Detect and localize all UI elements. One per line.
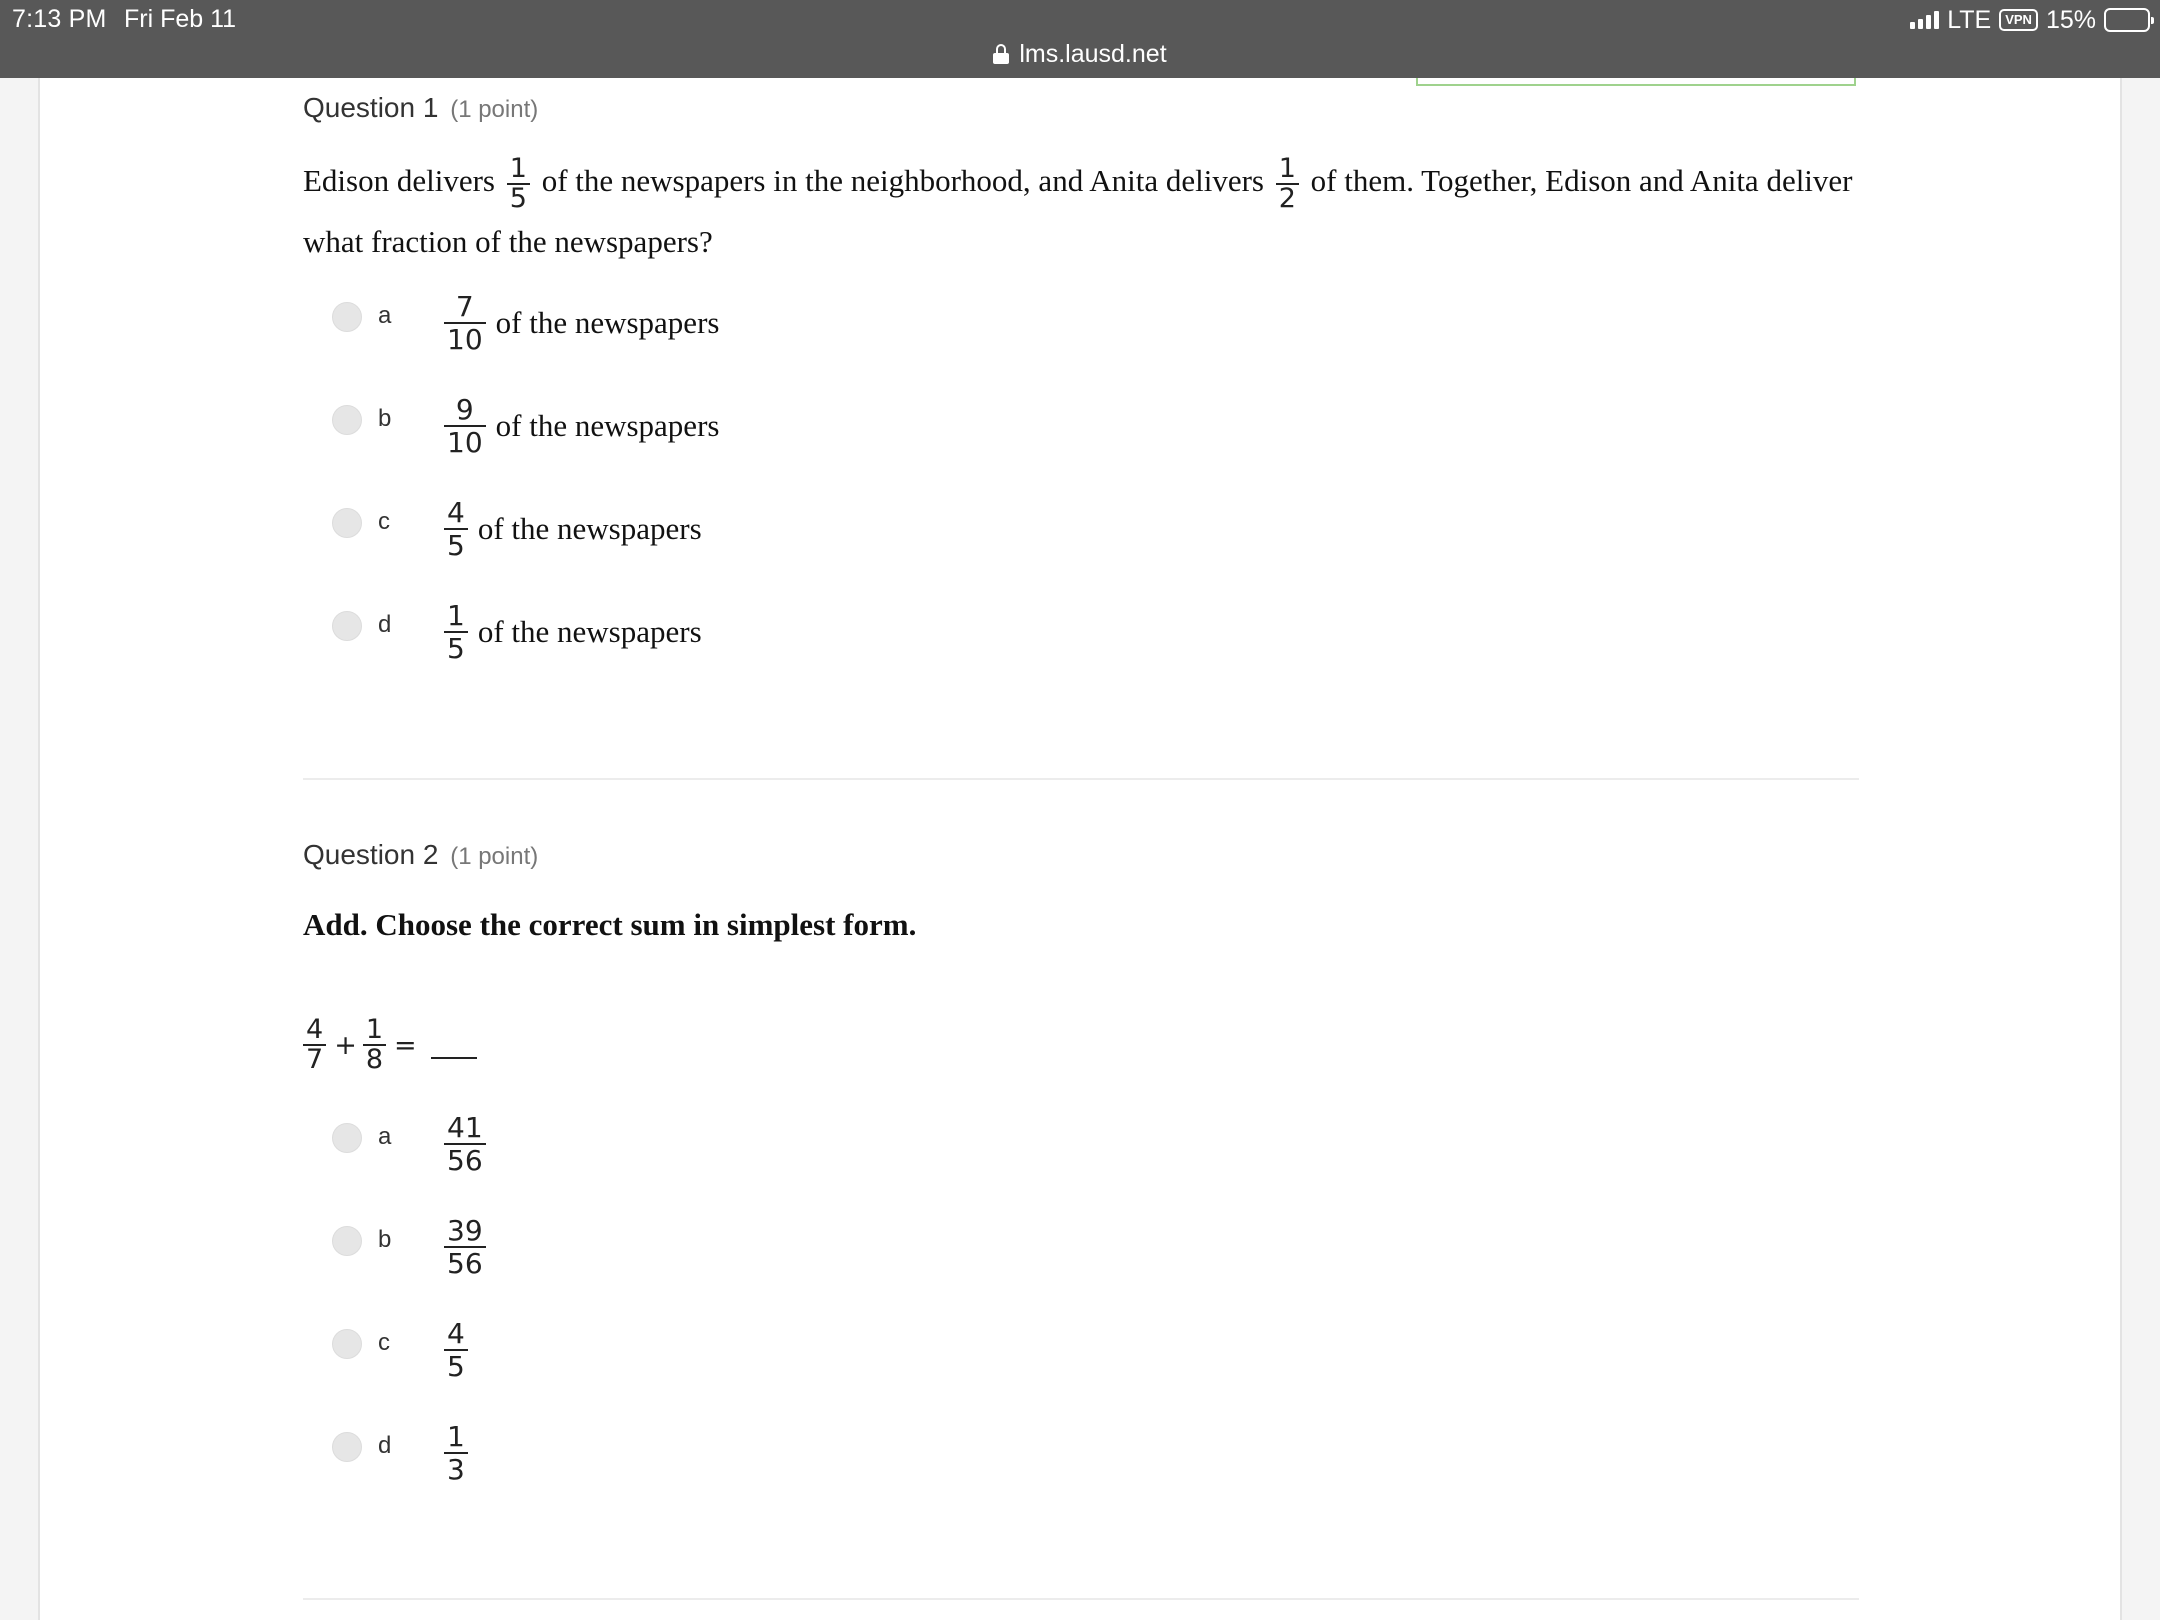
question-1-heading bbox=[303, 92, 538, 124]
question-1-points: (1 point) bbox=[450, 96, 539, 123]
option-text: of the newspapers bbox=[477, 614, 702, 649]
option-text: of the newspapers bbox=[477, 511, 702, 546]
question-1-title: Question 1 bbox=[303, 92, 439, 123]
option-answer[interactable] bbox=[444, 1109, 490, 1179]
prompt-text: Edison delivers bbox=[303, 163, 495, 198]
question-2-points: (1 point) bbox=[450, 843, 539, 870]
url-text[interactable]: lms.lausd.net bbox=[1019, 39, 1167, 68]
option-text: of the newspapers bbox=[495, 408, 720, 443]
fraction: $\frac{4}{5}$ bbox=[444, 497, 468, 561]
radio-button[interactable] bbox=[332, 611, 362, 641]
status-indicators bbox=[1910, 6, 2150, 34]
plus-sign: + bbox=[334, 1029, 357, 1061]
question-divider bbox=[303, 1598, 1859, 1600]
option-answer[interactable] bbox=[444, 597, 702, 667]
status-time: 7:13 PM bbox=[12, 5, 107, 33]
option-letter: a bbox=[378, 302, 392, 329]
fraction: $\frac{41}{56}$ bbox=[444, 1112, 486, 1176]
radio-button[interactable] bbox=[332, 1123, 362, 1153]
lock-icon bbox=[993, 44, 1009, 64]
fraction: $\frac{1}{8}$ bbox=[363, 1016, 386, 1074]
radio-button[interactable] bbox=[332, 508, 362, 538]
fraction: $\frac{1}{5}$ bbox=[444, 600, 468, 664]
fraction: $\frac{1}{2}$ bbox=[1276, 155, 1299, 213]
option-answer[interactable] bbox=[444, 1315, 472, 1385]
option-answer[interactable] bbox=[444, 1212, 490, 1282]
question-2-heading bbox=[303, 839, 538, 871]
network-type: LTE bbox=[1947, 5, 1992, 34]
equals-sign: = bbox=[394, 1029, 417, 1061]
radio-button[interactable] bbox=[332, 1432, 362, 1462]
question-2-title: Question 2 bbox=[303, 839, 439, 870]
option-letter: d bbox=[378, 1432, 392, 1459]
fraction: $\frac{4}{5}$ bbox=[444, 1318, 468, 1382]
radio-button[interactable] bbox=[332, 302, 362, 332]
address-bar[interactable] bbox=[0, 34, 2160, 74]
question-2-equation bbox=[303, 1010, 477, 1080]
fraction: $\frac{39}{56}$ bbox=[444, 1215, 486, 1279]
question-1-prompt bbox=[303, 152, 1863, 271]
fraction: $\frac{9}{10}$ bbox=[444, 394, 486, 458]
option-letter: d bbox=[378, 611, 392, 638]
option-answer[interactable] bbox=[444, 391, 719, 461]
cellular-signal-icon bbox=[1910, 11, 1939, 29]
option-text: of the newspapers bbox=[495, 305, 720, 340]
battery-percent: 15% bbox=[2045, 5, 2096, 34]
answer-blank bbox=[431, 1057, 477, 1059]
prompt-text: of the newspapers in the neighborhood, and Anita delivers bbox=[541, 163, 1264, 198]
radio-button[interactable] bbox=[332, 1226, 362, 1256]
question-divider bbox=[303, 778, 1859, 780]
radio-button[interactable] bbox=[332, 405, 362, 435]
status-bar bbox=[0, 0, 2160, 78]
fraction: $\frac{1}{3}$ bbox=[444, 1421, 468, 1485]
prompt-text: of them. Together, Edison and Anita deliver what fraction of the newspapers? bbox=[303, 163, 1853, 259]
fraction: $\frac{7}{10}$ bbox=[444, 291, 486, 355]
status-date: Fri Feb 11 bbox=[124, 5, 237, 33]
option-letter: c bbox=[378, 1329, 390, 1356]
option-letter: b bbox=[378, 1226, 392, 1253]
question-2-instruction: Add. Choose the correct sum in simplest form. bbox=[303, 907, 917, 942]
option-letter: b bbox=[378, 405, 392, 432]
save-status-bar bbox=[1416, 78, 1856, 86]
option-answer[interactable] bbox=[444, 1418, 472, 1488]
option-letter: c bbox=[378, 508, 390, 535]
option-answer[interactable] bbox=[444, 494, 702, 564]
battery-icon bbox=[2104, 8, 2150, 32]
fraction: $\frac{1}{5}$ bbox=[507, 155, 530, 213]
radio-button[interactable] bbox=[332, 1329, 362, 1359]
vpn-badge: VPN bbox=[1999, 9, 2038, 31]
option-answer[interactable] bbox=[444, 288, 719, 358]
option-letter: a bbox=[378, 1123, 392, 1150]
fraction: $\frac{4}{7}$ bbox=[303, 1016, 326, 1074]
